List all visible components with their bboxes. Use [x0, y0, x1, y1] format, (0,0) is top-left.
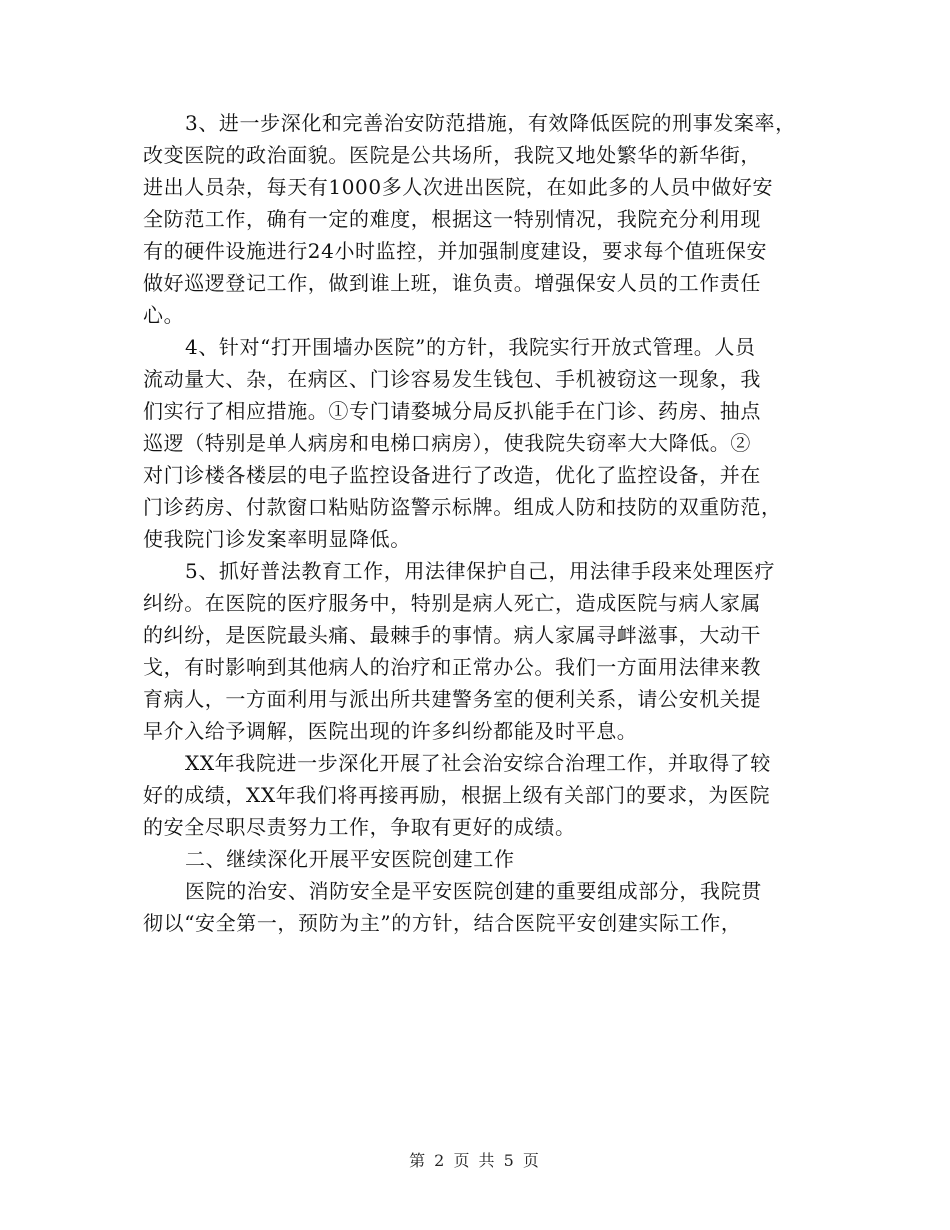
paragraph-5	[143, 555, 808, 747]
text-line: 使我院门诊发案率明显降低。	[143, 527, 411, 551]
page-number-footer: 第 2 页 共 5 页	[409, 1151, 541, 1170]
text-line: 有的硬件设施进行24小时监控，并加强制度建设，要求每个值班保安	[143, 239, 768, 263]
text-line: 的纠纷，是医院最头痛、最棘手的事情。病人家属寻衅滋事，大动干	[143, 623, 761, 647]
text-line: 的安全尽职尽责努力工作，争取有更好的成绩。	[143, 815, 576, 839]
text-line: 全防范工作，确有一定的难度，根据这一特别情况，我院充分利用现	[143, 207, 761, 231]
text-line: 好的成绩，XX年我们将再接再励，根据上级有关部门的要求，为医院	[143, 783, 771, 807]
paragraph-safety	[143, 875, 808, 939]
text-line: 医院的治安、消防安全是平安医院创建的重要组成部分，我院贯	[185, 879, 762, 903]
section-heading	[143, 843, 808, 875]
document-body	[143, 107, 808, 939]
text-line: 戈，有时影响到其他病人的治疗和正常办公。我们一方面用法律来教	[143, 655, 761, 679]
text-line: 彻以“安全第一，预防为主”的方针，结合医院平安创建实际工作，	[143, 911, 742, 935]
text-line: 4、针对“打开围墙办医院”的方针，我院实行开放式管理。人员	[185, 335, 756, 359]
text-line: 门诊药房、付款窗口粘贴防盗警示标牌。组成人防和技防的双重防范，	[143, 495, 782, 519]
text-line: 育病人，一方面利用与派出所共建警务室的便利关系，请公安机关提	[143, 687, 761, 711]
text-line: 心。	[143, 303, 185, 327]
text-line: XX年我院进一步深化开展了社会治安综合治理工作，并取得了较	[185, 751, 771, 775]
text-line: 5、抓好普法教育工作，用法律保护自己，用法律手段来处理医疗	[185, 559, 776, 583]
text-line: 早介入给予调解，医院出现的许多纠纷都能及时平息。	[143, 719, 638, 743]
text-line: 们实行了相应措施。①专门请婺城分局反扒能手在门诊、药房、抽点	[143, 399, 761, 423]
text-line: 纠纷。在医院的医疗服务中，特别是病人死亡，造成医院与病人家属	[143, 591, 761, 615]
text-line: 对门诊楼各楼层的电子监控设备进行了改造，优化了监控设备，并在	[143, 463, 761, 487]
text-line: 巡逻（特别是单人病房和电梯口病房），使我院失窃率大大降低。②	[143, 431, 751, 455]
section-title: 二、继续深化开展平安医院创建工作	[185, 847, 515, 871]
paragraph-4	[143, 331, 808, 555]
text-line: 3、进一步深化和完善治安防范措施，有效降低医院的刑事发案率，	[185, 111, 796, 135]
text-line: 改变医院的政治面貌。医院是公共场所，我院又地处繁华的新华街，	[143, 143, 761, 167]
paragraph-3	[143, 107, 808, 331]
text-line: 做好巡逻登记工作，做到谁上班，谁负责。增强保安人员的工作责任	[143, 271, 761, 295]
paragraph-summary	[143, 747, 808, 843]
text-line: 进出人员杂，每天有1000多人次进出医院，在如此多的人员中做好安	[143, 175, 774, 199]
text-line: 流动量大、杂，在病区、门诊容易发生钱包、手机被窃这一现象，我	[143, 367, 761, 391]
